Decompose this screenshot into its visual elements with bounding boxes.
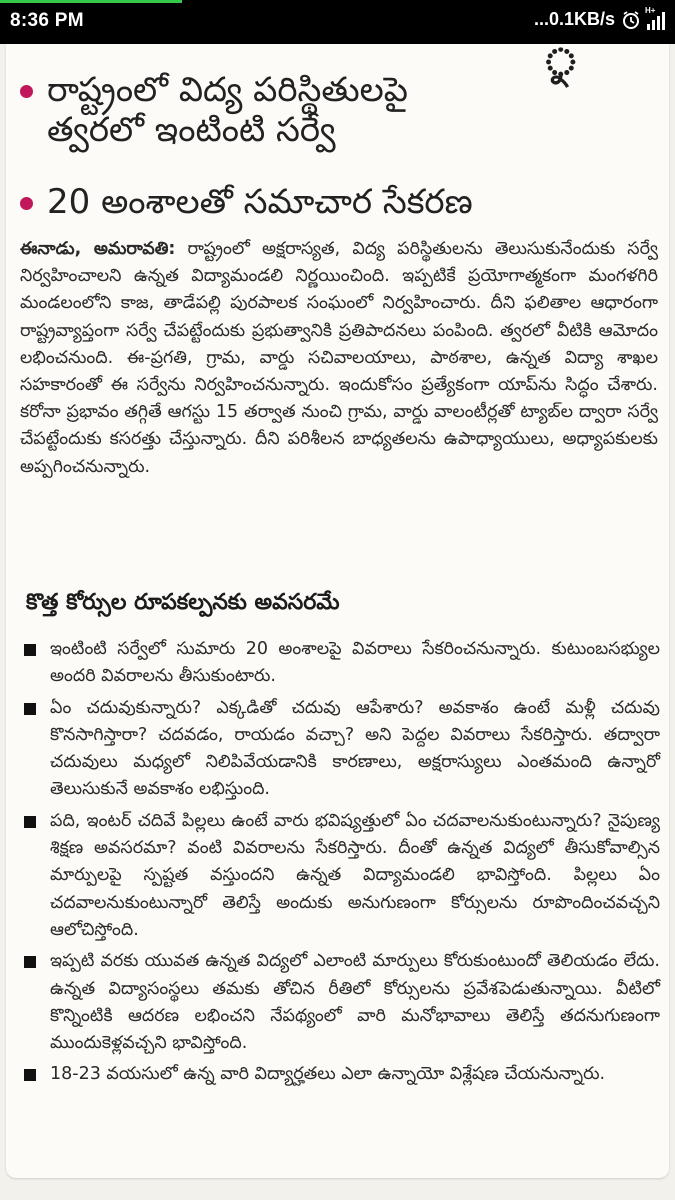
dateline: ఈనాడు, అమరావతి: [20,239,176,259]
article-intro [20,236,658,572]
status-indicators [533,5,665,30]
alarm-icon [621,10,641,30]
headline-1-line-1: రాష్ట్రంలో విద్య పరిస్థితులపై [47,70,408,110]
status-time: 8:36 PM [10,10,84,31]
square-bullet-icon [24,816,36,828]
page-load-progress-bar [0,0,182,3]
list-item: ఏం చదువుకున్నారు? ఎక్కడితో చదువు ఆపేశారు? అవకాశం ఉంటే మళ్లీ చదువు కొనసాగిస్తారా? చదవడం, రాయడం వచ్చా? అని పెద్దల వివరాలు సేకరిస్తారు. తద్వారా చదువులు మధ్యలో నిలిపివేయడానికి కారణాలు, అక్షరాస్యులు ఎంతమంది ఉన్నారో తెలుసుకునే అవకాశం లభిస్తుంది. [20,695,660,804]
headline-2-text: 20 అంశాలతో సమాచార సేకరణ [47,182,473,222]
square-bullet-icon [24,644,36,656]
list-item: ఇంటింటి సర్వేలో సుమారు 20 అంశాలపై వివరాలు సేకరించనున్నారు. కుటుంబసభ్యుల అందరి వివరాలను తీసుకుంటారు. [20,636,660,691]
network-speed: ...0.1KB/s [533,9,615,29]
square-bullet-icon [24,956,36,968]
web-page[interactable] [0,44,675,1200]
status-bar [0,0,675,44]
square-bullet-icon [24,1069,36,1081]
bullet-list [20,636,660,1093]
bullet-dot [20,85,33,98]
section-subheading: కొత్త కోర్సుల రూపకల్పనకు అవసరమే [26,590,340,615]
square-bullet-icon [24,703,36,715]
bullet-dot [20,197,33,210]
headline-2 [20,182,660,222]
headline-1 [20,70,660,150]
cropped-heading-fragment: ু [542,44,580,85]
signal-icon [645,5,665,30]
headline-1-line-2: త్వరలో ఇంటింటి సర్వే [47,110,336,150]
news-article [6,44,669,1178]
network-type-label: H+ [645,5,656,15]
list-item: పది, ఇంటర్ చదివే పిల్లలు ఉంటే వారు భవిష్యత్తులో ఏం చదవాలనుకుంటున్నారు? నైపుణ్య శిక్షణ అవసరమా? వంటి వివరాలను సేకరిస్తారు. దీంతో ఉన్నత విద్యలో తీసుకోవాల్సిన మార్పులపై స్పష్టత వస్తుందని ఉన్నత విద్యామండలి భావిస్తోంది. పిల్లలు ఏం చదవాలనుకుంటున్నారో తెలిస్తే అందుకు అనుగుణంగా కోర్సులను రూపొందించవచ్చని ఆలోచిస్తోంది. [20,808,660,944]
list-item: ఇప్పటి వరకు యువత ఉన్నత విద్యలో ఎలాంటి మార్పులు కోరుకుంటుందో తెలియడం లేదు. ఉన్నత విద్యాసంస్థలు తమకు తోచిన రీతిలో కోర్సులను ప్రవేశపెడుతున్నాయి. వీటిలో కొన్నింటికి ఆదరణ లభించని నేపథ్యంలో వారి మనోభావాలు తెలిస్తే తదనుగుణంగా ముందుకెళ్లవచ్చని భావిస్తోంది. [20,948,660,1057]
list-item: 18-23 వయసులో ఉన్న వారి విద్యార్హతలు ఎలా ఉన్నాయో విశ్లేషణ చేయనున్నారు. [20,1061,660,1088]
intro-paragraph: రాష్ట్రంలో అక్షరాస్యత, విద్య పరిస్థితులను తెలుసుకునేందుకు సర్వే నిర్వహించాలని ఉన్నత విద్యామండలి నిర్ణయించింది. ఇప్పటికే ప్రయోగాత్మకంగా మంగళగిరి మండలంలోని కాజ, తాడేపల్లి పురపాలక సంఘంలో నిర్వహించారు. దీని ఫలితాల ఆధారంగా రాష్ట్రవ్యాప్తంగా సర్వే చేపట్టేందుకు ప్రభుత్వానికి ప్రతిపాదనలు పంపింది. త్వరలో వీటికి ఆమోదం లభించనుంది. ఈ-ప్రగతి, గ్రామ, వార్డు సచివాలయాలు, పాఠశాల, ఉన్నత విద్యా శాఖల సహకారంతో ఈ సర్వేను నిర్వహించనున్నారు. ఇందుకోసం ప్రత్యేకంగా యాప్‌ను సిద్ధం చేశారు. కరోనా ప్రభావం తగ్గితే ఆగస్టు 15 తర్వాత నుంచి గ్రామ, వార్డు వాలంటీర్లతో ట్యాబ్‌ల ద్వారా సర్వే చేపట్టేందుకు కసరత్తు చేస్తున్నారు. దీని పరిశీలన బాధ్యతలను ఉపాధ్యాయులు, అధ్యాపకులకు అప్పగించనున్నారు. [20,239,658,477]
